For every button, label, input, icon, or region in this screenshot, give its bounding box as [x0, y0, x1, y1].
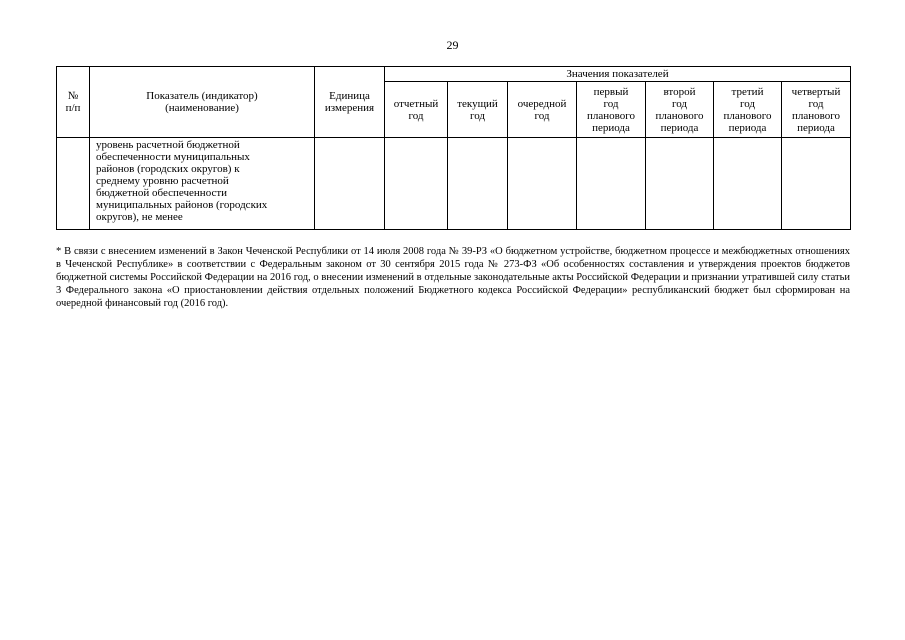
cell-value — [782, 138, 851, 230]
header-current-year: текущий год — [448, 82, 508, 138]
cell-unit — [315, 138, 385, 230]
header-plan-year-3: третий год планового периода — [714, 82, 782, 138]
page-number: 29 — [446, 38, 459, 52]
cell-value — [385, 138, 448, 230]
header-next-year: очередной год — [508, 82, 577, 138]
header-plan-year-4: четвертый год планового периода — [782, 82, 851, 138]
cell-value — [646, 138, 714, 230]
cell-num — [57, 138, 90, 230]
table-header-row — [57, 67, 851, 82]
cell-value — [714, 138, 782, 230]
header-reporting-year: отчетный год — [385, 82, 448, 138]
footnote: * В связи с внесением изменений в Закон Чеченской Республики от 14 июля 2008 года № 39-РЗ «О бюджетном устройстве, бюджетном процессе и межбюджетных отношениях в Чеченской Республике» в соответствии с Федеральным законом от 30 сентября 2015 года № 273-ФЗ «Об особенностях составления и утверждения проектов бюджетов бюджетной системы Российской Федерации на 2016 год, о внесении изменений в отдельные законодательные акты Российской Федерации и признании утратившей силу статьи 3 Федерального закона «О приостановлении действия отдельных положений Бюджетного кодекса Российской Федерации» республиканский бюджет был сформирован на очередной финансовый год (2016 год). — [56, 246, 850, 309]
header-num: № п/п — [57, 67, 90, 138]
header-values-group: Значения показателей — [385, 67, 851, 82]
cell-indicator: уровень расчетной бюджетной обеспеченности муниципальных районов (городских округов) к среднему уровню расчетной бюджетной обеспеченности муниципальных районов (городских округов), не менее — [90, 138, 315, 230]
header-plan-year-2: второй год планового периода — [646, 82, 714, 138]
indicators-table — [56, 66, 851, 230]
cell-value — [448, 138, 508, 230]
header-plan-year-1: первый год планового периода — [577, 82, 646, 138]
table-row — [57, 138, 851, 230]
cell-value — [577, 138, 646, 230]
header-indicator: Показатель (индикатор) (наименование) — [90, 67, 315, 138]
cell-value — [508, 138, 577, 230]
header-unit: Единица измерения — [315, 67, 385, 138]
